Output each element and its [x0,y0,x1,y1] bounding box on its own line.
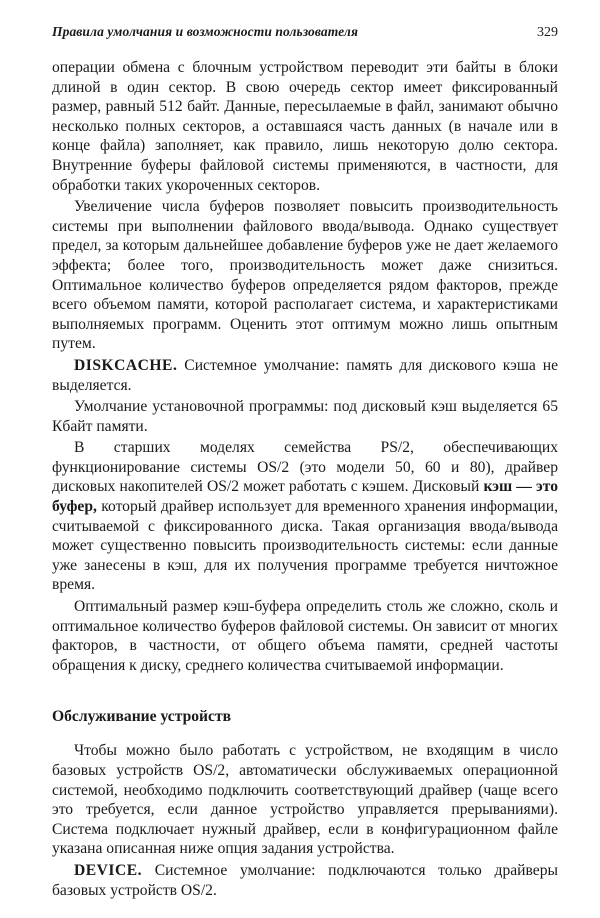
paragraph-continuation: операции обмена с блочным устройством переводит эти байты в блоки длиной в один сектор. В свою очередь сектор имеет фиксированный размер, равный 512 байт. Данные, пересылаемые в файл, занимают обычно несколько полных секторов, а оставшаяся часть данных (в начале или в конце файла) заполняет, как правило, лишь некоторую долю сектора. Внутренние буферы файловой системы применяются, в частности, для обработки таких укороченных секторов. [52,59,558,194]
ps2-models-text: В старших моделях семейства PS/2, обеспечивающих функционирование системы OS/2 (это модели 50, 60 и 80), драйвер дисковых накопителей OS/2 может работать с кэшем. Дисковый [52,439,558,496]
device-default-text: Системное умолчание: подключаются только драйверы базовых устройств OS/2. [52,861,558,899]
cache-definition-term: кэш — это буфер, [52,478,558,516]
cache-definition-text: который драйвер использует для временного хранения информации, считываемой с фиксированного диска. Такая организация ввода/вывода может существенно повысить производительность системы: если данные уже занесены в кэш, для их получения программе требуется ничтожное время. [52,498,558,594]
paragraph-diskcache-default [52,356,558,395]
paragraph-devices: Чтобы можно было работать с устройством, не входящим в число базовых устройств OS/2, автоматически обслуживаемых операционной системой, необходимо подключить соответствующий драйвер (чаще всего это требуется, если данное устройство управляется прерываниями). Система подключает нужный драйвер, если в конфигурационном файле указана описанная ниже опция задания устройства. [52,742,558,858]
paragraph-buffers: Увеличение числа буферов позволяет повысить производительность системы при выполнении файлового ввода/вывода. Однако существует предел, за которым дальнейшее добавление буферов уже не дает желаемого эффекта; более того, производительность может даже снизиться. Оптимальное количество буферов определяется рядом факторов, прежде всего объемом памяти, которой располагает система, и характеристиками выполняемых программ. Оценить этот оптимум можно лишь опытным путем. [52,198,558,353]
paragraph-device-default [52,861,558,900]
running-header [52,24,558,46]
paragraph-optimal-cache: Оптимальный размер кэш-буфера определить столь же сложно, сколь и оптимальное количество буферов файловой системы. Он зависит от многих факторов, в частности, от общего объема памяти, средней частоты обращения к диску, среднего количества считываемой информации. [52,598,558,674]
paragraph-ps2-models [52,438,558,595]
device-term: DEVICE. [74,861,143,879]
running-title: Правила умолчания и возможности пользователя [52,24,359,39]
diskcache-default-text: Системное умолчание: память для дискового кэша не выделяется. [52,356,558,394]
page-number: 329 [537,25,558,40]
diskcache-term: DISKCACHE. [74,356,178,374]
page [52,24,558,900]
paragraph-installer-default: Умолчание установочной программы: под дисковый кэш выделяется 65 Кбайт памяти. [52,398,558,435]
section-heading: Обслуживание устройств [52,708,232,726]
